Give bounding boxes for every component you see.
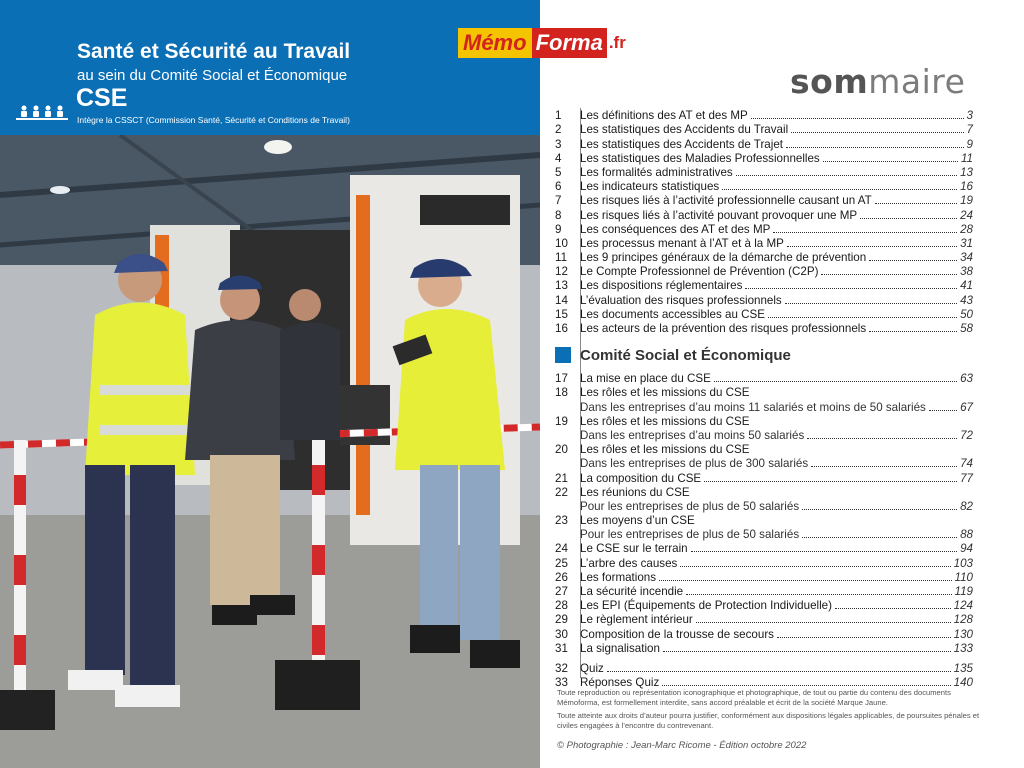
toc-leader-dots bbox=[786, 147, 964, 148]
toc-entry-number: 33 bbox=[555, 676, 568, 690]
toc-entry-subtitle: Dans les entreprises d’au moins 50 salariés bbox=[580, 428, 805, 442]
toc-leader-dots bbox=[929, 410, 957, 411]
toc-entry bbox=[553, 661, 973, 675]
toc-leader-dots bbox=[659, 580, 951, 581]
toc-entry-page: 41 bbox=[960, 279, 973, 293]
toc-entry bbox=[553, 307, 973, 321]
toc-entry-title: Les documents accessibles au CSE bbox=[580, 307, 765, 321]
toc-entry-title: Les 9 principes généraux de la démarche de prévention bbox=[580, 251, 867, 265]
sommaire-heading-bold: som bbox=[790, 62, 869, 101]
toc-entry-number: 5 bbox=[555, 165, 562, 179]
toc-entry-title: Les dispositions réglementaires bbox=[580, 279, 743, 293]
cover-note: Intègre la CSSCT (Commission Santé, Sécurité et Conditions de Travail) bbox=[77, 115, 350, 125]
toc-entry-number: 7 bbox=[555, 194, 562, 208]
toc-leader-dots bbox=[875, 203, 957, 204]
legal-notice-1: Toute reproduction ou représentation iconographique et photographique, de tout ou partie du contenu des documents Mémoforma, est formellement interdite, sans accord préalable et écrit de la société Marque Jaune. bbox=[557, 688, 951, 707]
toc-entry-number: 32 bbox=[555, 661, 568, 675]
toc-entry-page: 3 bbox=[966, 109, 973, 123]
toc-entry bbox=[553, 278, 973, 292]
toc-leader-dots bbox=[662, 685, 950, 686]
toc-entry-number: 31 bbox=[555, 641, 568, 655]
toc-entry bbox=[553, 222, 973, 236]
toc-entry-title: Le règlement intérieur bbox=[580, 613, 693, 627]
meeting-people-icon bbox=[16, 104, 68, 124]
toc-entry bbox=[553, 122, 973, 136]
toc-entry-page: 133 bbox=[953, 641, 973, 655]
toc-leader-dots bbox=[680, 566, 950, 567]
toc-entry-number: 2 bbox=[555, 123, 562, 137]
toc-section-header bbox=[553, 341, 973, 369]
toc-entry-title: Les processus menant à l’AT et à la MP bbox=[580, 236, 784, 250]
toc-entry-number: 19 bbox=[555, 414, 568, 428]
toc-entry bbox=[553, 371, 973, 385]
toc-entry-number: 13 bbox=[555, 279, 568, 293]
toc-entry-number: 15 bbox=[555, 307, 568, 321]
toc-leader-dots bbox=[777, 637, 951, 638]
toc-entry-title: Le CSE sur le terrain bbox=[580, 542, 688, 556]
toc-entry-subline bbox=[553, 428, 973, 442]
toc-entry-number: 23 bbox=[555, 514, 568, 528]
toc-entry-title: Les risques liés à l’activité pouvant provoquer une MP bbox=[580, 208, 858, 222]
toc-leader-dots bbox=[785, 303, 957, 304]
toc-leader-dots bbox=[860, 218, 957, 219]
toc-entry-title: Les formalités administratives bbox=[580, 165, 733, 179]
toc-leader-dots bbox=[869, 260, 957, 261]
toc-entry-title: Les statistiques des Maladies Professionnelles bbox=[580, 151, 820, 165]
toc-entry-subline bbox=[553, 456, 973, 470]
toc-entry-number: 21 bbox=[555, 471, 568, 485]
toc-entry-page: 140 bbox=[953, 676, 973, 690]
toc-entry-subline bbox=[553, 399, 973, 413]
toc-entry-number: 10 bbox=[555, 236, 568, 250]
toc-entry-subtitle: Dans les entreprises d’au moins 11 salariés et moins de 50 salariés bbox=[580, 400, 926, 414]
toc-entry bbox=[553, 641, 973, 655]
toc-entry-number: 20 bbox=[555, 443, 568, 457]
toc-entry-subtitle: Pour les entreprises de plus de 50 salariés bbox=[580, 499, 800, 513]
toc-entry bbox=[553, 555, 973, 569]
toc-entry-page: 77 bbox=[960, 471, 973, 485]
toc-entry-page: 88 bbox=[960, 528, 973, 542]
toc-entry-number: 8 bbox=[555, 208, 562, 222]
toc-entry-title: Les conséquences des AT et des MP bbox=[580, 222, 771, 236]
toc-entry bbox=[553, 414, 973, 428]
cover-photo bbox=[0, 135, 540, 768]
toc-entry bbox=[553, 165, 973, 179]
toc-entry-number: 3 bbox=[555, 137, 562, 151]
toc-entry-title: La sécurité incendie bbox=[580, 585, 684, 598]
cover-header bbox=[0, 0, 540, 135]
toc-entry-title: Les réunions du CSE bbox=[580, 485, 690, 499]
toc-leader-dots bbox=[745, 288, 957, 289]
toc-leader-dots bbox=[607, 671, 951, 672]
toc-entry-title: La signalisation bbox=[580, 641, 660, 655]
toc-entry-number: 30 bbox=[555, 627, 568, 641]
toc-entry-number: 24 bbox=[555, 542, 568, 556]
toc-entry-page: 31 bbox=[960, 236, 973, 250]
toc-entry-title: Les rôles et les missions du CSE bbox=[580, 414, 750, 428]
toc-entry-page: 103 bbox=[953, 556, 973, 570]
toc-entry-title: La composition du CSE bbox=[580, 471, 702, 485]
toc-entry-page: 16 bbox=[960, 180, 973, 194]
toc-entry-page: 110 bbox=[954, 570, 973, 584]
toc-entry-page: 9 bbox=[966, 137, 973, 151]
toc-entry bbox=[553, 236, 973, 250]
toc-entry-title: L’évaluation des risques professionnels bbox=[580, 293, 782, 307]
toc-leader-dots bbox=[791, 132, 963, 133]
toc-entry bbox=[553, 151, 973, 165]
toc-entry-title: Les statistiques des Accidents du Travail bbox=[580, 123, 789, 137]
toc-entry-subtitle: Pour les entreprises de plus de 50 salariés bbox=[580, 528, 800, 542]
toc-entry-page: 38 bbox=[960, 265, 973, 279]
toc-entry bbox=[553, 179, 973, 193]
toc-entry-number: 26 bbox=[555, 570, 568, 584]
toc-entry-number: 22 bbox=[555, 485, 568, 499]
toc-entry-page: 11 bbox=[960, 151, 973, 165]
toc-entry-page: 124 bbox=[953, 599, 973, 613]
toc-entry-subline bbox=[553, 527, 973, 541]
toc-entry bbox=[553, 570, 973, 584]
toc-entry bbox=[553, 108, 973, 122]
toc-entry-page: 74 bbox=[960, 457, 973, 471]
legal-notice-2: Toute atteinte aux droits d’auteur pourra justifier, conformément aux dispositions légales applicables, de poursuites pénales et civiles engagées à l’encontre du contrevenant. bbox=[557, 711, 980, 730]
toc-entry-title: Les définitions des AT et des MP bbox=[580, 109, 748, 123]
logo-part-forma: Forma bbox=[532, 28, 607, 58]
toc-leader-dots bbox=[722, 189, 957, 190]
toc-entry bbox=[553, 470, 973, 484]
photo-credit: © Photographie : Jean-Marc Ricome - Édition octobre 2022 bbox=[557, 740, 807, 751]
toc-entry bbox=[553, 541, 973, 555]
toc-entry-page: 43 bbox=[960, 293, 973, 307]
toc-entry-title: Les statistiques des Accidents de Trajet bbox=[580, 137, 784, 151]
toc-leader-dots bbox=[736, 175, 957, 176]
toc-leader-dots bbox=[714, 381, 957, 382]
sommaire-heading-rest: maire bbox=[868, 62, 966, 101]
toc-leader-dots bbox=[691, 551, 957, 552]
toc-entry bbox=[553, 250, 973, 264]
toc-entry-number: 14 bbox=[555, 293, 568, 307]
toc-leader-dots bbox=[751, 118, 964, 119]
toc-entry-title: Les rôles et les missions du CSE bbox=[580, 386, 750, 400]
toc-leader-dots bbox=[787, 246, 957, 247]
toc-entry bbox=[553, 442, 973, 456]
toc-entry-page: 63 bbox=[960, 372, 973, 386]
toc-entry-number: 17 bbox=[555, 372, 568, 386]
toc-entry-number: 29 bbox=[555, 613, 568, 627]
toc-entry-page: 13 bbox=[960, 165, 973, 179]
table-of-contents bbox=[553, 108, 973, 689]
toc-entry-number: 6 bbox=[555, 180, 562, 194]
toc-leader-dots bbox=[802, 509, 957, 510]
toc-entry-subtitle: Dans les entreprises de plus de 300 salariés bbox=[580, 457, 809, 471]
toc-entry-page: 94 bbox=[960, 542, 973, 556]
toc-entry-number: 9 bbox=[555, 222, 562, 236]
toc-entry-page: 135 bbox=[953, 661, 973, 675]
toc-entry-number: 12 bbox=[555, 265, 568, 279]
toc-leader-dots bbox=[807, 438, 957, 439]
logo-part-memo: Mémo bbox=[458, 28, 532, 58]
toc-leader-dots bbox=[821, 274, 957, 275]
toc-entry-page: 67 bbox=[960, 400, 973, 414]
toc-entry-number: 16 bbox=[555, 322, 568, 335]
toc-entry bbox=[553, 598, 973, 612]
toc-entry bbox=[553, 385, 973, 399]
toc-entry-page: 130 bbox=[953, 627, 973, 641]
toc-entry-number: 18 bbox=[555, 386, 568, 400]
toc-entry-title: Réponses Quiz bbox=[580, 676, 660, 690]
toc-leader-dots bbox=[869, 331, 957, 332]
toc-entry bbox=[553, 485, 973, 499]
toc-leader-dots bbox=[823, 161, 958, 162]
toc-entry bbox=[553, 612, 973, 626]
cover-acronym: CSE bbox=[76, 84, 128, 112]
toc-entry bbox=[553, 193, 973, 207]
toc-entry-number: 28 bbox=[555, 599, 568, 613]
toc-entry-number: 1 bbox=[555, 109, 562, 123]
toc-entry bbox=[553, 321, 973, 335]
toc-entry-page: 50 bbox=[960, 307, 973, 321]
toc-leader-dots bbox=[686, 594, 951, 595]
toc-leader-dots bbox=[811, 466, 957, 467]
toc-entry-page: 34 bbox=[960, 251, 973, 265]
toc-leader-dots bbox=[835, 608, 951, 609]
toc-entry bbox=[553, 264, 973, 278]
toc-entry-title: Quiz bbox=[580, 661, 604, 675]
toc-entry bbox=[553, 675, 973, 689]
workshop-photo-illustration bbox=[0, 135, 540, 768]
toc-entry-title: Les rôles et les missions du CSE bbox=[580, 443, 750, 457]
toc-entry-subline bbox=[553, 499, 973, 513]
toc-entry bbox=[553, 584, 973, 598]
toc-entry-page: 82 bbox=[960, 499, 973, 513]
toc-entry bbox=[553, 207, 973, 221]
toc-leader-dots bbox=[768, 317, 957, 318]
toc-entry-number: 4 bbox=[555, 151, 562, 165]
toc-entry-page: 24 bbox=[960, 208, 973, 222]
toc-entry-number: 25 bbox=[555, 556, 568, 570]
toc-entry-title: Composition de la trousse de secours bbox=[580, 627, 774, 641]
toc-entry-page: 7 bbox=[966, 123, 973, 137]
toc-leader-dots bbox=[704, 481, 957, 482]
toc-section-title: Comité Social et Économique bbox=[580, 346, 791, 364]
toc-entry-title: Les indicateurs statistiques bbox=[580, 180, 720, 194]
toc-entry-page: 19 bbox=[960, 194, 973, 208]
logo-suffix: .fr bbox=[608, 33, 626, 52]
toc-entry bbox=[553, 626, 973, 640]
toc-entry-title: La mise en place du CSE bbox=[580, 372, 711, 386]
section-square-icon bbox=[555, 347, 571, 363]
toc-entry-title: Les formations bbox=[580, 570, 657, 584]
toc-entry-title: Les risques liés à l’activité professionnelle causant un AT bbox=[580, 194, 872, 208]
toc-entry bbox=[553, 292, 973, 306]
toc-entry bbox=[553, 136, 973, 150]
toc-leader-dots bbox=[802, 537, 957, 538]
toc-entry-page: 28 bbox=[960, 222, 973, 236]
toc-entry-title: Les moyens d’un CSE bbox=[580, 514, 695, 528]
memoforma-logo bbox=[458, 28, 626, 58]
toc-entry-number: 27 bbox=[555, 585, 568, 598]
toc-leader-dots bbox=[773, 232, 957, 233]
toc-leader-dots bbox=[696, 622, 951, 623]
toc-leader-dots bbox=[663, 651, 951, 652]
cover-title: Santé et Sécurité au Travail bbox=[77, 40, 351, 63]
cover-subtitle: au sein du Comité Social et Économique bbox=[77, 67, 348, 84]
toc-entry-page: 119 bbox=[954, 585, 973, 598]
toc-entry-page: 72 bbox=[960, 428, 973, 442]
sommaire-heading bbox=[790, 62, 965, 101]
toc-entry-page: 58 bbox=[960, 322, 973, 335]
toc-entry-title: Les acteurs de la prévention des risques professionnels bbox=[580, 322, 867, 335]
toc-entry bbox=[553, 513, 973, 527]
toc-entry-title: Les EPI (Équipements de Protection Individuelle) bbox=[580, 599, 832, 613]
toc-entry-page: 128 bbox=[953, 613, 973, 627]
toc-entry-title: Le Compte Professionnel de Prévention (C2P) bbox=[580, 265, 819, 279]
toc-entry-number: 11 bbox=[555, 251, 568, 265]
toc-entry-title: L’arbre des causes bbox=[580, 556, 678, 570]
